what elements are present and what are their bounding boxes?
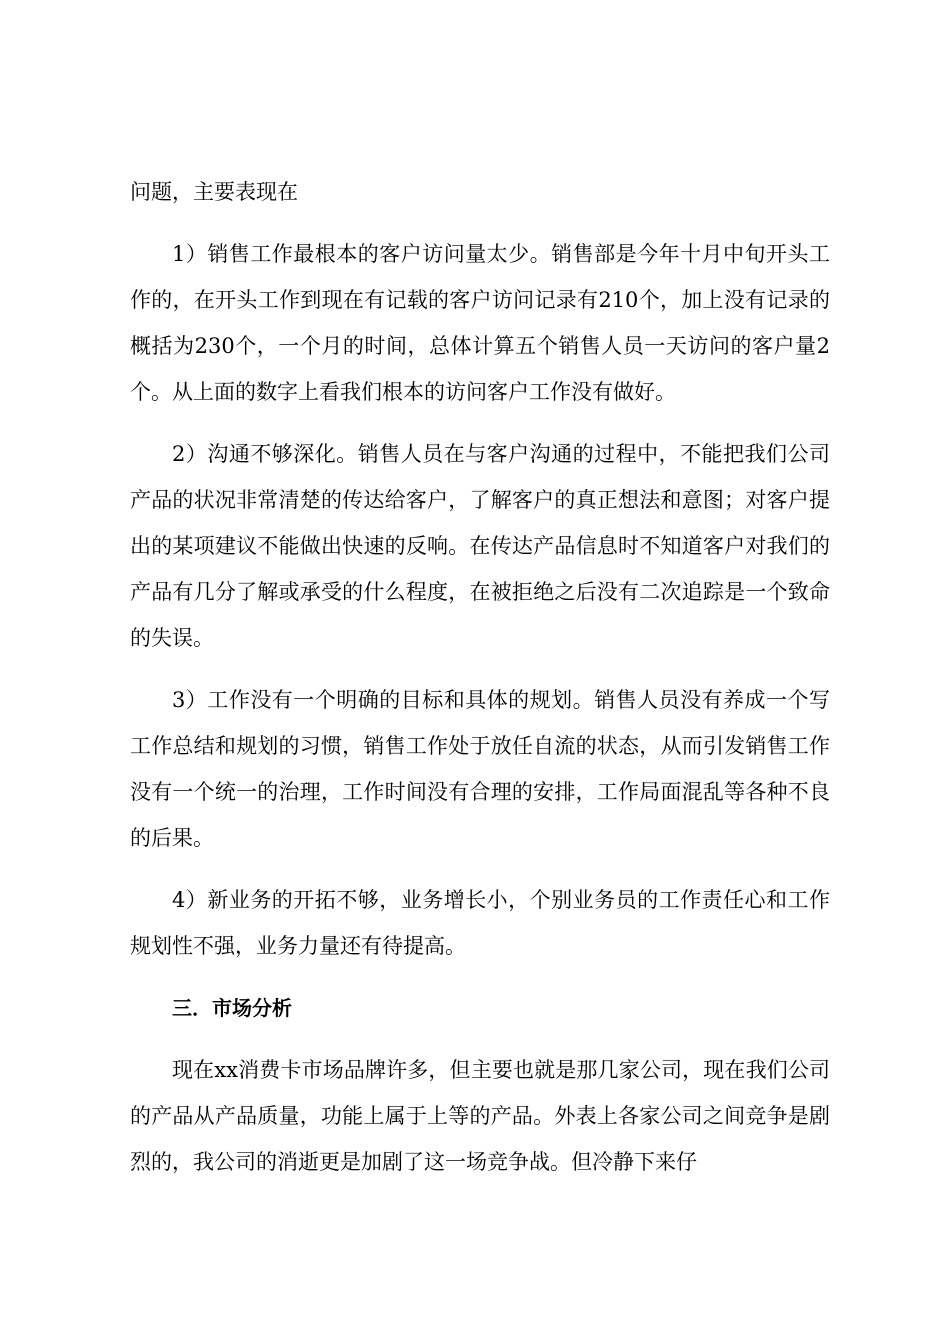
paragraph-point-2: 2）沟通不够深化。销售人员在与客户沟通的过程中，不能把我们公司产品的状况非常清楚的传达给客户，了解客户的真正想法和意图；对客户提出的某项建议不能做出快速的反响。在传达产品信息时不知道客户对我们的产品有几分了解或承受的什么程度，在被拒绝之后没有二次追踪是一个致命的失误。 (130, 442, 830, 650)
document-page (130, 180, 830, 1201)
section-heading: 三．市场分析 (172, 996, 292, 1020)
paragraph-point-1: 1）销售工作最根本的客户访问量太少。销售部是今年十月中旬开头工作的，在开头工作到现在有记载的客户访问记录有210个，加上没有记录的概括为230个，一个月的时间，总体计算五个销售人员一天访问的客户量2个。从上面的数字上看我们根本的访问客户工作没有做好。 (130, 242, 830, 404)
paragraph-intro: 问题，主要表现在 (130, 180, 298, 204)
paragraph-point-3: 3）工作没有一个明确的目标和具体的规划。销售人员没有养成一个写工作总结和规划的习惯，销售工作处于放任自流的状态，从而引发销售工作没有一个统一的治理，工作时间没有合理的安排，工作局面混乱等各种不良的后果。 (130, 688, 830, 850)
paragraph-market-analysis: 现在xx消费卡市场品牌许多，但主要也就是那几家公司，现在我们公司的产品从产品质量，功能上属于上等的产品。外表上各家公司之间竞争是剧烈的，我公司的消逝更是加剧了这一场竞争战。但冷静下来仔 (130, 1058, 830, 1174)
paragraph-point-4: 4）新业务的开拓不够，业务增长小，个别业务员的工作责任心和工作规划性不强，业务力量还有待提高。 (130, 888, 830, 958)
